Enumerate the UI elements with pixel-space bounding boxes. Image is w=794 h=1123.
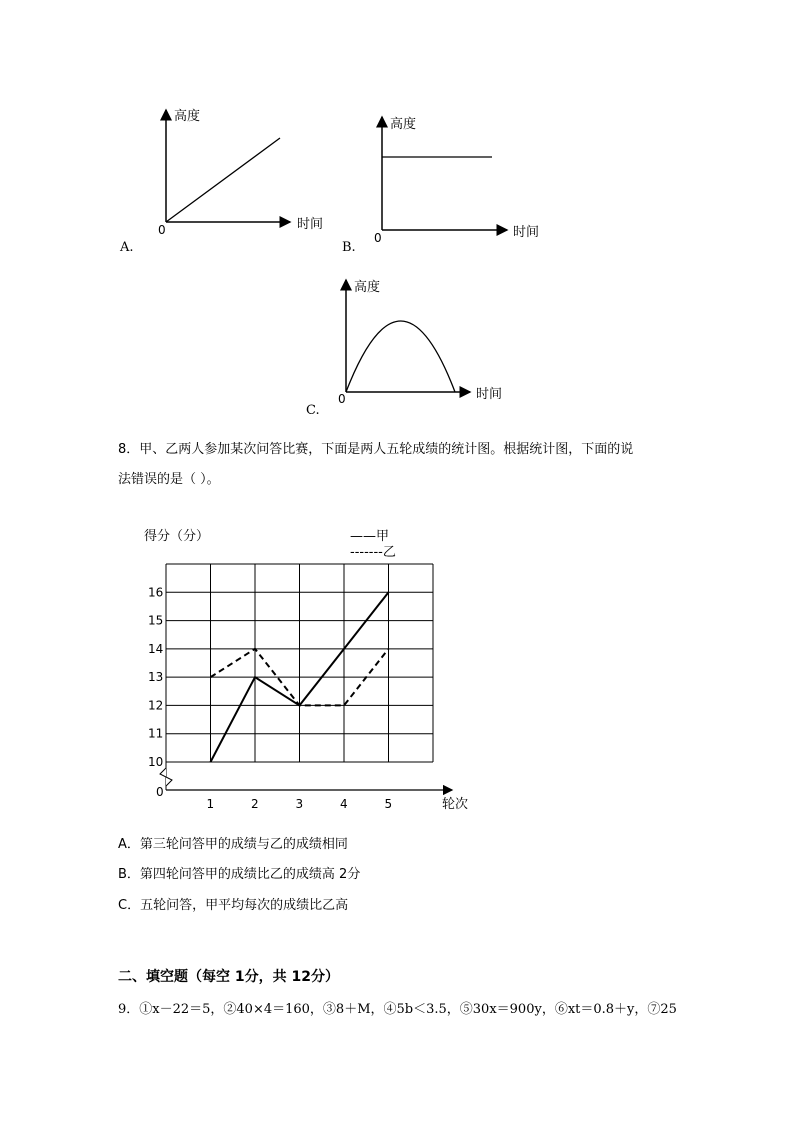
chart-grid <box>160 564 452 790</box>
graph-c-xlabel: 时间 <box>476 387 503 402</box>
y-tick-label: 14 <box>148 641 164 656</box>
graph-b-ylabel: 高度 <box>390 117 417 132</box>
q9-text: 9．①x－22＝5，②40×4＝160，③8＋M，④5b＜3.5，⑤30x＝900y，⑥xt＝0.8＋y，⑦25 <box>118 1002 677 1017</box>
option-a-label: A. <box>120 240 134 255</box>
option-b-label: B. <box>342 240 356 255</box>
chart-ticks <box>148 585 392 811</box>
graph-c <box>322 270 522 415</box>
chart-origin: 0 <box>156 785 164 799</box>
graph-c-curve <box>346 321 455 392</box>
y-axis-break <box>160 768 172 786</box>
q8-option-b: B．第四轮问答甲的成绩比乙的成绩高 2分 <box>118 867 361 882</box>
x-tick-label: 1 <box>206 797 215 811</box>
y-tick-label: 10 <box>148 755 164 769</box>
q8-line1: 8．甲、乙两人参加某次问答比赛，下面是两人五轮成绩的统计图。根据统计图，下面的说 <box>118 442 634 457</box>
chart-legend-jia: ——甲 <box>350 529 390 544</box>
x-tick-label: 2 <box>251 797 259 811</box>
y-tick-label: 16 <box>148 585 164 600</box>
x-tick-label: 4 <box>340 797 348 811</box>
y-tick-label: 15 <box>148 613 164 628</box>
y-tick-label: 12 <box>148 698 164 713</box>
y-tick-label: 11 <box>148 726 164 741</box>
x-tick-label: 3 <box>295 797 304 811</box>
graph-b-xlabel: 时间 <box>513 225 540 240</box>
graph-a-xlabel: 时间 <box>297 217 324 232</box>
chart-xlabel: 轮次 <box>442 797 469 812</box>
graph-a <box>140 100 340 260</box>
graph-a-line <box>166 138 280 222</box>
graph-b-origin: 0 <box>374 231 382 245</box>
graph-c-origin: 0 <box>338 392 346 406</box>
graph-c-ylabel: 高度 <box>354 280 381 295</box>
graph-a-origin: 0 <box>158 223 166 237</box>
chart-legend-yi: -------乙 <box>350 545 396 560</box>
graph-b <box>355 105 555 265</box>
section-2-title: 二、填空题（每空 1分，共 12分） <box>118 969 339 985</box>
option-c-label: C. <box>306 403 320 418</box>
chart-ylabel: 得分（分） <box>144 529 210 544</box>
q8-line2: 法错误的是（ ）。 <box>118 472 220 487</box>
q8-option-a: A．第三轮问答甲的成绩与乙的成绩相同 <box>118 837 348 852</box>
y-tick-label: 13 <box>148 670 164 685</box>
q8-option-c: C．五轮问答，甲平均每次的成绩比乙高 <box>118 898 349 913</box>
score-line-chart <box>130 520 480 820</box>
x-tick-label: 5 <box>384 797 393 811</box>
graph-a-ylabel: 高度 <box>174 109 201 124</box>
